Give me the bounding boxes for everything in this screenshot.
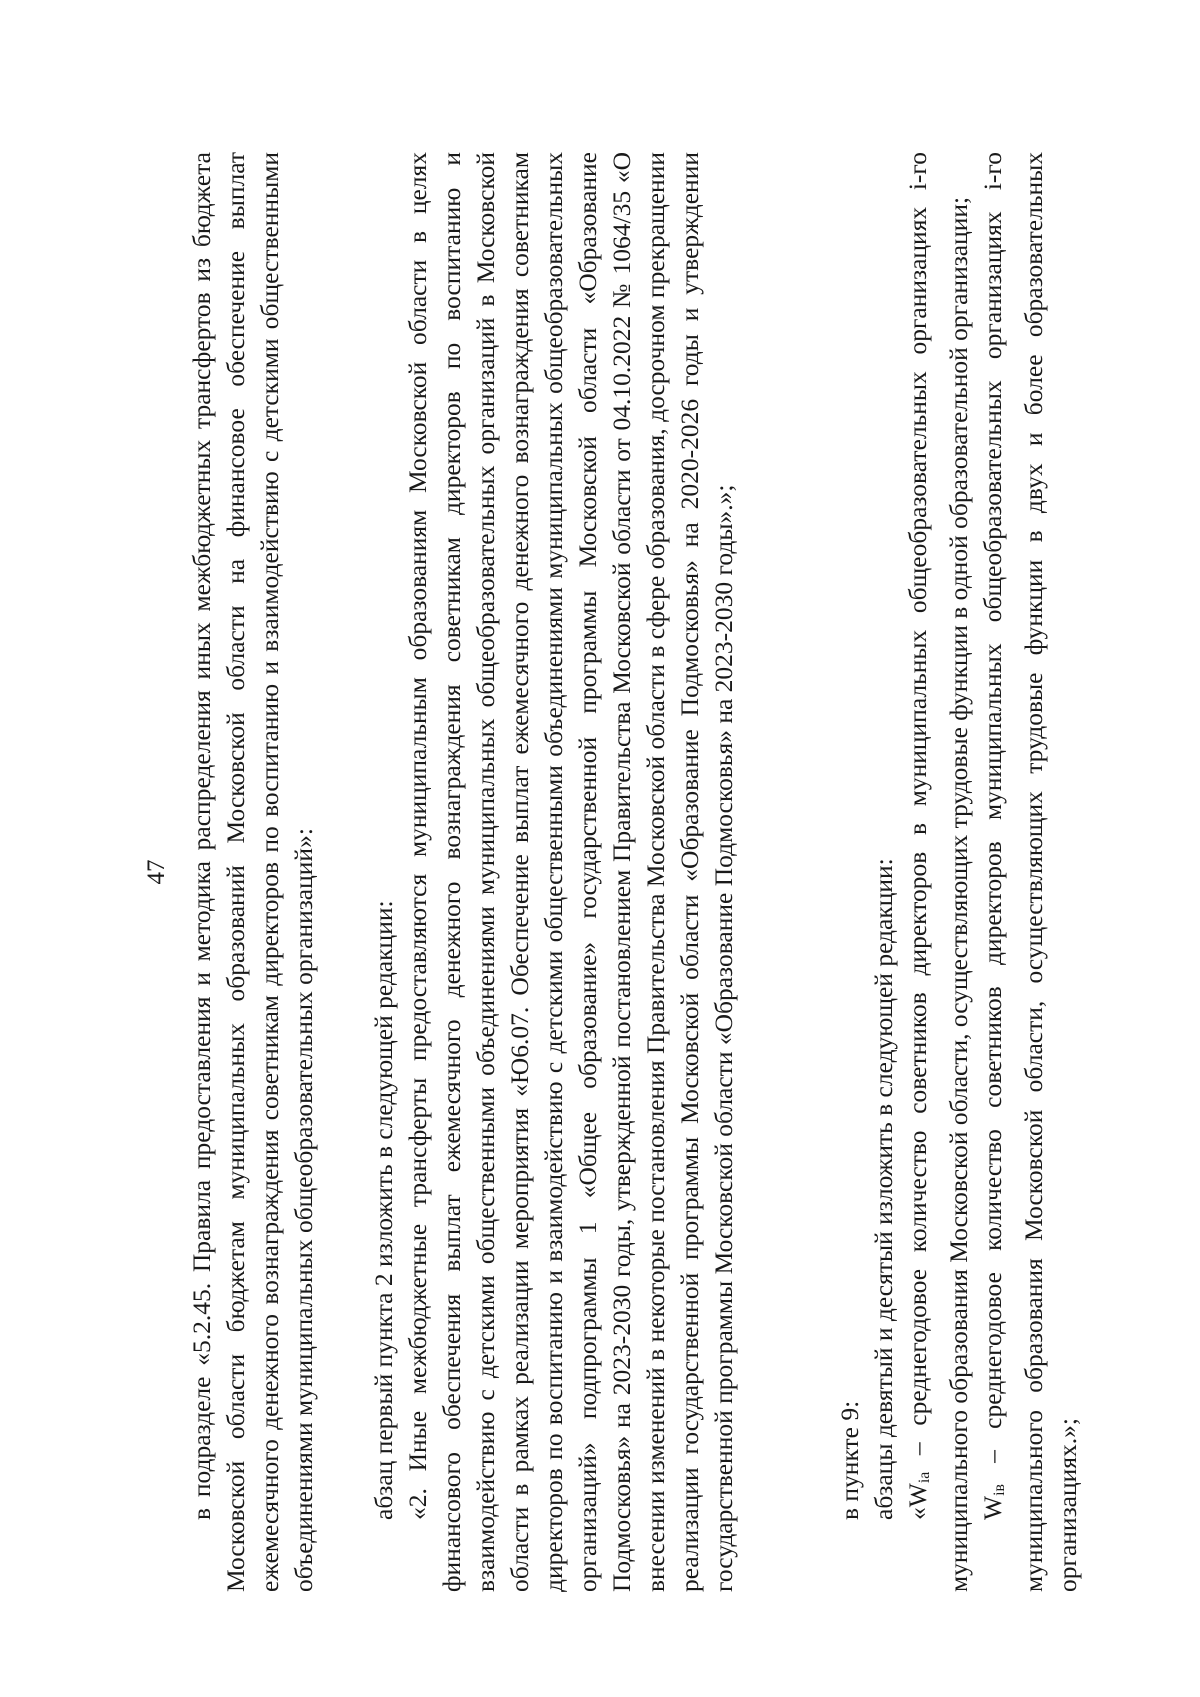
paragraph-instruction-point-2: абзац первый пункта 2 изложить в следующей редакции:	[369, 900, 398, 1520]
paragraph-formula-wia	[901, 152, 976, 1592]
paragraph-formula-wib	[976, 152, 1085, 1592]
document-body	[185, 152, 1085, 1592]
document-page	[85, 122, 1165, 1622]
paragraph-point-9-heading: в пункте 9:	[835, 1400, 864, 1520]
formula-definition: – среднегодовое количество советников директоров в муниципальных общеобразовательных организациях i-го муниципального образования Московской области, осуществляющих трудовые функции в одной образовательной организации;	[903, 152, 973, 1592]
page-number: 47	[143, 859, 170, 885]
formula-subscript: ia	[916, 1471, 933, 1484]
paragraph-point-2-text: «2. Иные межбюджетные трансферты предоставляются муниципальным образованиям Московской области в целях финансового обеспечения выплат ежемесячного денежного вознаграждения советникам директоров по воспитанию и взаимодействию с детскими общественными объединениями муниципальных общеобразовательных организаций в Московской области в рамках реализации мероприятия «Ю6.07. Обеспечение выплат ежемесячного денежного вознаграждения советникам директоров по воспитанию и взаимодействию с детскими общественными объединениями муниципальных общеобразовательных организаций» подпрограммы 1 «Общее образование» государственной программы Московской области «Образование Подмосковья» на 2023-2030 годы, утвержденной постановлением Правительства Московской области от 04.10.2022 № 1064/35 «О внесении изменений в некоторые постановления Правительства Московской области в сфере образования, досрочном прекращении реализации государственной программы Московской области «Образование Подмосковья» на 2020-2026 годы и утверждении государственной программы Московской области «Образование Подмосковья» на 2023-2030 годы».»;	[403, 152, 738, 1592]
formula-symbol-w: «W	[903, 1483, 932, 1520]
formula-definition: – среднегодовое количество советников директоров муниципальных общеобразовательных организациях i-го муниципального образования Московской области, осуществляющих трудовые функции в двух и более образовательных организациях.»;	[978, 152, 1082, 1592]
paragraph-instruction-point-9: абзацы девятый и десятый изложить в следующей редакции:	[869, 858, 898, 1520]
paragraph-subsection-5-2-45: в подразделе «5.2.45. Правила предоставления и методика распределения иных межбюджетных трансфертов из бюджета Московской области бюджетам муниципальных образований Московской области на финансовое обеспечение выплат ежемесячного денежного вознаграждения советникам директоров по воспитанию и взаимодействию с детскими общественными объединениями муниципальных общеобразовательных организаций»:	[187, 152, 318, 1592]
formula-subscript: iв	[991, 1484, 1008, 1496]
paragraph-spacer	[321, 152, 367, 1592]
paragraph-spacer	[741, 152, 833, 1592]
formula-symbol-w: W	[978, 1495, 1007, 1520]
